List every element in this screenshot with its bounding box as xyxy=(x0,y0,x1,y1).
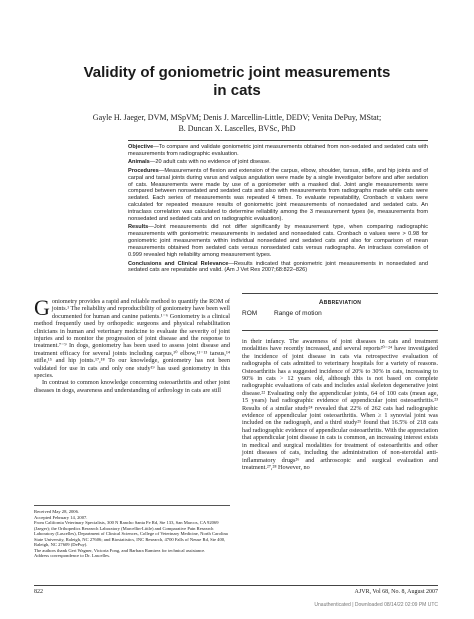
body-column-right xyxy=(242,338,438,471)
abstract xyxy=(128,140,428,276)
intro-paragraph-1-text: oniometry provides a rapid and reliable method to quantify the ROM of joints.¹ The reliability and reproducibility of goniometry have been well documented for human and canine patients.¹⁻⁶ Goniometry is a clinical method frequently used by orthopedic surgeons and physical rehabilitation clinicians in human and veterinary medicine to evaluate the severity of joint injuries and to monitor the progression of joint disease and the response to treatment.⁷⁻⁹ In dogs, goniometry has been used to assess joint disease and treatment efficacy for several joints including carpus,¹⁰ elbow,¹¹⁻¹³ tarsus,¹⁴ stifle,¹⁵ and hip joints.¹⁷,¹⁸ To our knowledge, goniometry has not been validated for use in cats and only one study¹⁹ has used goniometry in this species. xyxy=(34,298,230,380)
article-footnotes xyxy=(34,505,230,559)
intro-paragraph-2: In contrast to common knowledge concerning osteoarthritis and other joint diseases in dogs, awareness and understanding of arthrology in cats are still xyxy=(34,379,230,394)
authors-line-1: Gayle H. Jaeger, DVM, MSpVM; Denis J. Marcellin-Little, DEDV; Venita DePuy, MStat; xyxy=(92,113,382,122)
abstract-procedures xyxy=(128,168,428,223)
accepted-date: Accepted February 14, 2007. xyxy=(34,514,88,520)
abstract-conclusions xyxy=(128,261,428,275)
body-column-left xyxy=(34,295,230,394)
conclusions-label: Conclusions and Clinical Relevance xyxy=(128,260,229,267)
correspondence: Address correspondence to Dr. Lascelles. xyxy=(34,553,111,558)
journal-citation: AJVR, Vol 68, No. 8, August 2007 xyxy=(354,589,438,595)
title-line-2: in cats xyxy=(213,82,261,99)
acknowledgments: The authors thank Geri Wagner, Victoria Fong, and Barbara Ramirez for technical assistance. xyxy=(34,547,206,553)
animals-label: Animals xyxy=(128,159,150,166)
footer-divider xyxy=(34,585,438,586)
abstract-objective xyxy=(128,144,428,158)
author-list xyxy=(50,112,424,134)
received-date: Received May 28, 2006. xyxy=(34,509,80,514)
abbreviation-term: ROM xyxy=(242,310,258,317)
authors-line-2: B. Duncan X. Lascelles, BVSc, PhD xyxy=(178,124,296,133)
results-label: Results xyxy=(128,224,149,231)
article-title xyxy=(30,64,444,100)
download-stamp: Unauthenticated | Downloaded 08/14/22 02:09 PM UTC xyxy=(314,602,438,608)
abstract-animals xyxy=(128,159,428,166)
intro-paragraph-1 xyxy=(34,295,230,380)
abbreviation-heading: Abbreviation xyxy=(318,299,362,306)
page-number: 822 xyxy=(34,589,43,595)
abstract-results xyxy=(128,224,428,259)
abbreviation-box xyxy=(242,293,438,331)
intro-paragraph-3: in their infancy. The awareness of joint diseases in cats and treatment modalities have recently increased, and several reports²⁰⁻²⁴ have investigated the incidence of joint disease in cats via retrospective evaluation of radiographs of cats admitted to veterinary hospitals for a variety of reasons. Osteoarthritis has a suggested incidence of 20% to 30% in cats, increasing to 90% in cats > 12 years old, although this is not based on complete radiographic evaluations of cats and includes axial skeleton degenerative joint disease.²² Evaluating only the appendicular joints, 64 of 100 cats (mean age, 15 years) had radiographic evidence of appendicular joint osteoarthritis.²³ Results of a similar study²⁴ revealed that 22% of 262 cats had radiographic evidence of appendicular joint osteoarthritis. When ≥ 1 synovial joint was included on the radiograph, and a third study²⁵ found that 16.5% of 218 cats had radiographic evidence of appendicular osteoarthritis. With the appreciation that appendicular joint disease in cats is common, an increasing interest exists in medical and surgical modalities for treatment of osteoarthritis and other joint diseases of cats, including the administration of non-steroidal anti-inflammatory drugs²⁶ and arthroscopic and surgical evaluation and treatment.²⁷,²⁸ However, no xyxy=(242,338,438,471)
objective-label: Objective xyxy=(128,144,154,150)
conclusions-text: —Results indicated that goniometric joint measurements in nonsedated and sedated cats are repeatable and valid. (Am J Vet Res 2007;68:822–826) xyxy=(128,260,428,274)
affiliations: From California Veterinary Specialists, 300 N Rancho Santa Fe Rd, Ste 133, San Marcos, CA 92069 (Jaeger); the Orthopedics Research Laboratory (Marcellin-Little) and Comparative Pain Research Laboratory (Lascelles), Department of Clinical Sciences, College of Veterinary Medicine, North Carolina State University, Raleigh, NC 27606; and Biostatistics, INC Research, 4700 Falls of Neuse Rd, Ste 400, Raleigh, NC 27609 (DePuy). xyxy=(34,520,228,547)
title-line-1: Validity of goniometric joint measurements xyxy=(83,64,391,81)
drop-cap: G xyxy=(34,295,50,320)
objective-text: —To compare and validate goniometric joint measurements obtained from non-sedated and sedated cats with measurements from radiographic evaluation. xyxy=(128,144,428,157)
animals-text: —20 adult cats with no evidence of joint disease. xyxy=(149,159,271,166)
procedures-label: Procedures xyxy=(128,167,159,174)
results-text: —Joint measurements did not differ significantly by measurement type, when comparing radiographic measurements with goniometric measurements in sedated and nonsedated cats. Cronbach α values were > 0.98 for goniometric joint measurements within individual nonsedated and sedated cats and also for comparison of mean measurements obtained from sedated cats versus nonsedated cats versus radiographs. An intraclass correlation of 0.999 revealed high reliability among measurement types. xyxy=(128,224,428,259)
procedures-text: —Measurements of flexion and extension of the carpus, elbow, shoulder, tarsus, stifle, and hip joints and of carpal and tarsal joints during varus and valgus angulation were made by a single investigator before and after sedation of cats. Measurements were made by use of a goniometer with a masked dial. Joint angle measurements were compared between nonsedated and sedated cats and also with measurements from radiographs made while cats were sedated. Each series of measurements was repeated 4 times. To evaluate repeatability, Cronbach α values were calculated for repeated measure results of goniometric joint measurements of nonsedated and sedated cats. An intraclass correlation was calculated to determine reliability among the 3 measurement types (ie, measurements from nonsedated and sedated cats and on radiographic evaluation). xyxy=(128,167,428,223)
abbreviation-definition: Range of motion xyxy=(274,310,322,317)
